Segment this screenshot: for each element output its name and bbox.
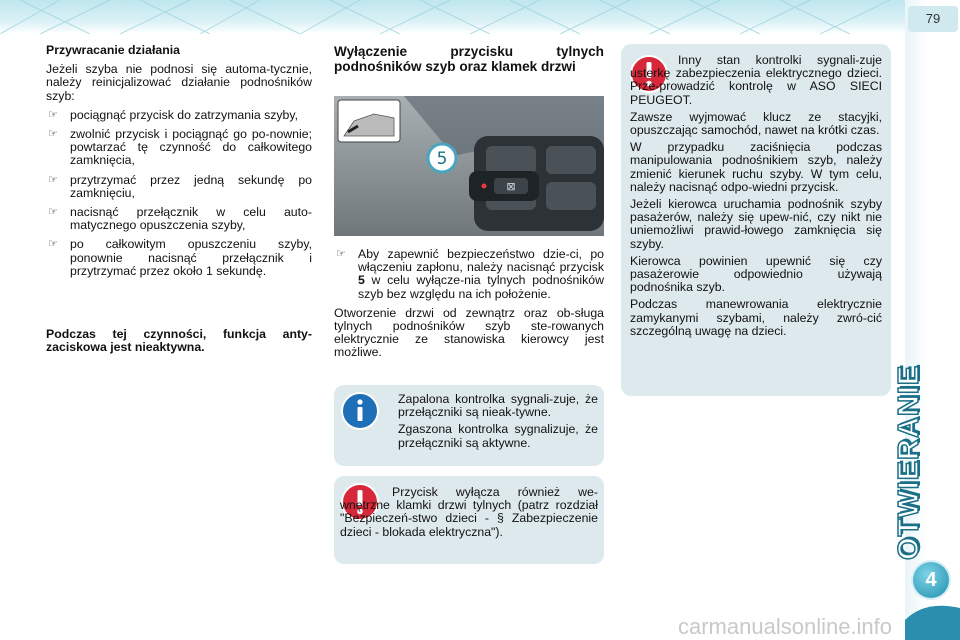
disable-paragraph: Otworzenie drzwi od zewnątrz oraz ob-sługa tylnych podnośników szyb ste-rowanych elektrycznie ze stanowiska kierowcy jest możliwe. <box>334 305 604 360</box>
header-band <box>0 0 905 34</box>
switch-number-label: 5 <box>436 149 448 169</box>
pointing-finger-icon: ☞ <box>336 248 346 260</box>
safety-paragraph-3: W przypadku zaciśnięcia podczas manipulowania podnośnikiem szyb, należy zmienić kierunek ruchu szyby. W tym celu, należy nacisnąć odpo-wiedni przycisk. <box>630 140 882 194</box>
restore-heading: Przywracanie działania <box>46 43 180 57</box>
list-item: ☞ nacisnąć przełącznik w celu auto-matycznego opuszczenia szyby, <box>48 205 312 233</box>
switch-panel-illustration <box>334 96 604 236</box>
corner-wave <box>905 600 960 640</box>
safety-paragraph-4: Jeżeli kierowca uruchamia podnośnik szyby pasażerów, należy się upew-nić, czy nikt nie uniemożliwi prawid-łowego zamknięcia się szyby. <box>630 197 882 251</box>
pointing-finger-icon: ☞ <box>48 128 58 141</box>
antipinch-note: Podczas tej czynności, funkcja anty-zaciskowa jest nieaktywna. <box>46 327 312 355</box>
warning-box <box>334 476 604 564</box>
list-item: ☞ po całkowitym opuszczeniu szyby, ponownie nacisnąć przełącznik i przytrzymać przez około 1 sekundę. <box>48 237 312 278</box>
watermark: carmanualsonline.info <box>678 614 893 639</box>
disable-body <box>334 248 604 366</box>
info-box <box>334 385 604 466</box>
list-item: ☞ zwolnić przycisk i pociągnąć go po-nownie; powtarzać tę czynność do całkowitego zamknięcia, <box>48 127 312 168</box>
info-line-2: Zgaszona kontrolka sygnalizuje, że przełączniki są aktywne. <box>398 422 598 450</box>
chapter-title: OTWIERANIE <box>893 364 925 560</box>
safety-paragraph-6: Podczas manewrowania elektrycznie zamykanymi szybami, należy zwró-cić szczególną uwagę na dzieci. <box>630 297 882 338</box>
pointing-finger-icon: ☞ <box>48 108 58 121</box>
info-icon <box>340 391 380 431</box>
disable-heading: Wyłączenie przycisku tylnych podnośników szyb oraz klamek drzwi <box>334 44 604 74</box>
list-item: ☞ przytrzymać przez jedną sekundę po zamknięciu, <box>48 172 312 200</box>
chapter-number-badge: 4 <box>913 562 949 598</box>
info-line-1: Zapalona kontrolka sygnali-zuje, że przełączniki są nieak-tywne. <box>398 392 598 420</box>
safety-paragraph-1: Inny stan kontrolki sygnali-zuje usterkę zabezpieczenia elektrycznego dzieci. Prze-prowadzić kontrolę w ASO SIECI PEUGEOT. <box>630 53 882 107</box>
door-panel-drawing <box>334 96 604 236</box>
warning-box-safety <box>621 44 891 396</box>
column-disable <box>334 44 604 80</box>
pointing-finger-icon: ☞ <box>48 206 58 219</box>
column-restore <box>46 44 312 360</box>
list-item: ☞ Aby zapewnić bezpieczeństwo dzie-ci, po włączeniu zapłonu, należy nacisnąć przycisk 5 w celu wyłącze-nia tylnych podnośników szyb bez względu na ich położenie. <box>336 247 604 301</box>
safety-paragraph-2: Zawsze wyjmować klucz ze stacyjki, opuszczając samochód, nawet na krótki czas. <box>630 109 882 138</box>
page-number: 79 <box>908 6 958 32</box>
restore-steps <box>46 109 312 278</box>
warning-text: Przycisk wyłącza również we-wnętrzne klamki drzwi tylnych (patrz rozdział "Bezpieczeń-stwo dzieci - § Zabezpieczenie dzieci - blokada elektryczna"). <box>340 485 598 539</box>
pointing-finger-icon: ☞ <box>48 173 58 186</box>
safety-paragraph-5: Kierowca powinien upewnić się czy pasażerowie odpowiednio używają podnośnika szyb. <box>630 253 882 295</box>
pointing-finger-icon: ☞ <box>48 238 58 251</box>
disable-steps <box>334 248 604 301</box>
list-item: ☞ pociągnąć przycisk do zatrzymania szyby, <box>48 107 299 122</box>
svg-text:⊠: ⊠ <box>506 180 516 193</box>
header-pattern <box>0 0 905 34</box>
restore-intro: Jeżeli szyba nie podnosi się automa-tycznie, należy reinicjalizować działanie podnośników szyb: <box>46 62 312 103</box>
